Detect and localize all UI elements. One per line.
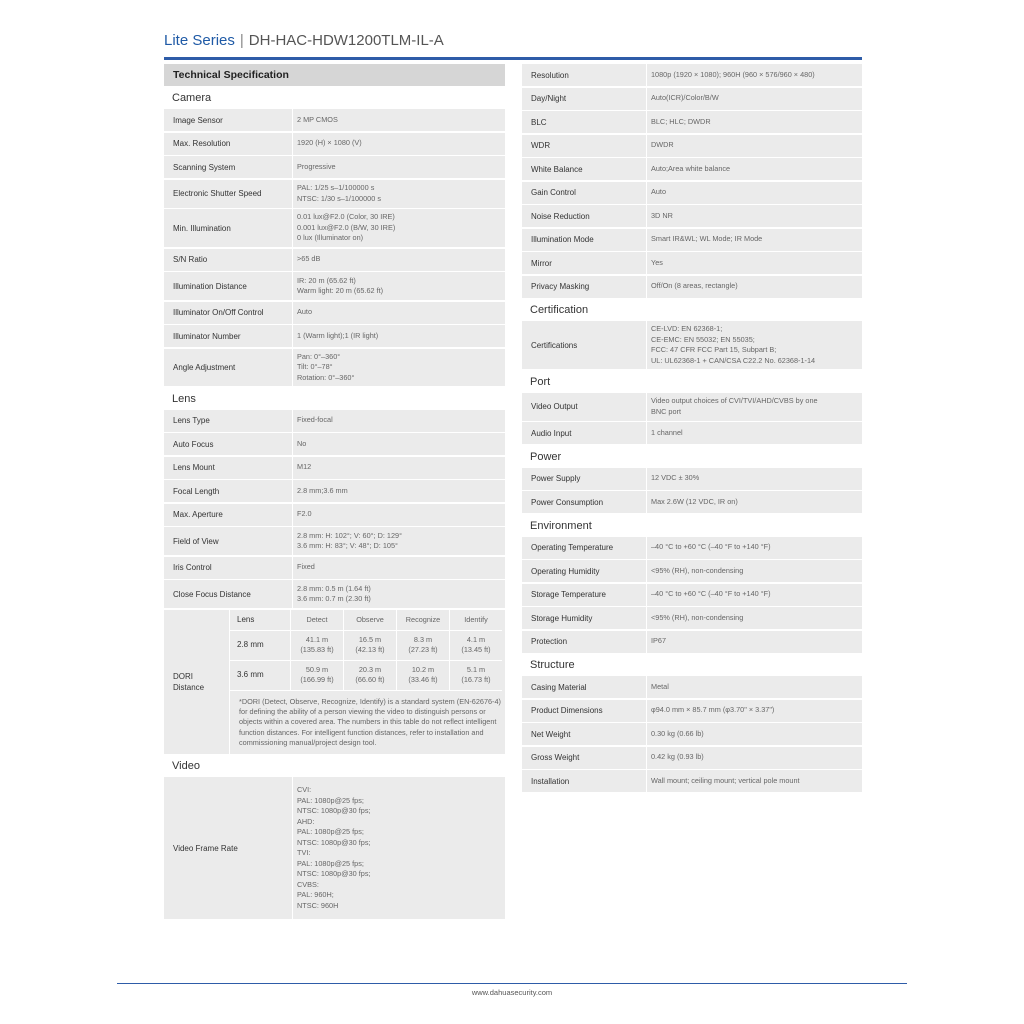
spec-value: <95% (RH), non-condensing [646, 607, 862, 629]
spec-label: WDR [531, 141, 551, 150]
spec-value: Yes [646, 252, 862, 274]
spec-row-mirror [522, 252, 862, 274]
spec-value: Max 2.6W (12 VDC, IR on) [646, 491, 862, 513]
spec-value: F2.0 [292, 504, 505, 526]
spec-row-close-focus-distance [164, 580, 505, 608]
spec-row-auto-focus [164, 433, 505, 455]
spec-row-certifications [522, 321, 862, 369]
spec-value: –40 °C to +60 °C (–40 °F to +140 °F) [646, 584, 862, 606]
spec-label: Video Output [531, 402, 578, 411]
section-certification: Certification [522, 299, 862, 321]
spec-value: Wall mount; ceiling mount; vertical pole mount [646, 770, 862, 792]
dori-value: 8.3 m (27.23 ft) [396, 631, 449, 661]
spec-label: Angle Adjustment [173, 362, 236, 372]
spec-value: Auto [646, 182, 862, 204]
spec-row-illuminator-on-off-control [164, 302, 505, 324]
spec-value: PAL: 1/25 s–1/100000 s NTSC: 1/30 s–1/100000 s [292, 180, 505, 208]
spec-row-lens-type [164, 410, 505, 432]
section-environment: Environment [522, 515, 862, 537]
spec-row-max-resolution [164, 133, 505, 155]
dori-body [230, 610, 505, 754]
dori-value: 10.2 m (33.46 ft) [396, 661, 449, 691]
spec-label: Image Sensor [173, 115, 223, 125]
spec-row-net-weight [522, 723, 862, 745]
spec-label: Illuminator On/Off Control [173, 308, 264, 317]
dori-header-observe: Observe [343, 610, 396, 631]
spec-row-illumination-mode [522, 229, 862, 251]
spec-label: Illumination Mode [531, 235, 594, 244]
spec-value: Video output choices of CVI/TVI/AHD/CVBS by one BNC port [646, 393, 862, 421]
spec-row-illumination-distance [164, 272, 505, 300]
footer-rule [117, 983, 907, 984]
spec-value: CVI: PAL: 1080p@25 fps; NTSC: 1080p@30 fps; AHD: PAL: 1080p@25 fps; NTSC: 1080p@30 fps; TVI: PAL: 1080p@25 fps; NTSC: 1080p@30 fps; CVBS: PAL: 960H; NTSC: 960H [292, 777, 505, 919]
document-header [164, 32, 444, 49]
spec-label: Lens Type [173, 416, 210, 425]
spec-row-gain-control [522, 182, 862, 204]
spec-row-privacy-masking [522, 276, 862, 298]
spec-value: IP67 [646, 631, 862, 653]
spec-value: M12 [292, 457, 505, 479]
spec-row-focal-length [164, 480, 505, 502]
spec-label: Storage Humidity [531, 613, 593, 623]
spec-value: Smart IR&WL; WL Mode; IR Mode [646, 229, 862, 251]
spec-value: Pan: 0°–360° Tilt: 0°–78° Rotation: 0°–360° [292, 349, 505, 387]
spec-row-min-illumination [164, 209, 505, 247]
spec-row-field-of-view [164, 527, 505, 555]
spec-value: Fixed [292, 557, 505, 579]
series-name: Lite Series [164, 32, 235, 49]
spec-label: Mirror [531, 258, 552, 268]
dori-note: *DORI (Detect, Observe, Recognize, Identify) is a standard system (EN-62676-4) for defining the ability of a person viewing the video to distinguish persons or objects within a covered area. The numbers in this table do not reflect intelligent function distances. For intelligent function distances, refer to installation and commissioning manual/project design tool. [239, 696, 501, 748]
spec-row-wdr [522, 135, 862, 157]
spec-label: Iris Control [173, 563, 212, 572]
spec-row-protection [522, 631, 862, 653]
spec-value: Fixed-focal [292, 410, 505, 432]
spec-row-scanning-system [164, 156, 505, 178]
spec-value: 1 channel [646, 422, 862, 444]
spec-row-day-night [522, 88, 862, 110]
spec-label: Illumination Distance [173, 281, 247, 291]
spec-row-storage-temperature [522, 584, 862, 606]
spec-value: DWDR [646, 135, 862, 157]
spec-value: 2 MP CMOS [292, 109, 505, 131]
spec-label: Protection [531, 637, 568, 646]
dori-value: 16.5 m (42.13 ft) [343, 631, 396, 661]
spec-value: Auto(ICR)/Color/B/W [646, 88, 862, 110]
spec-value: 0.42 kg (0.93 lb) [646, 747, 862, 769]
dori-label: DORI Distance [164, 610, 230, 754]
spec-row-white-balance [522, 158, 862, 180]
spec-label: Max. Resolution [173, 139, 231, 148]
dori-table [230, 610, 505, 691]
spec-row-max-aperture [164, 504, 505, 526]
spec-row-lens-mount [164, 457, 505, 479]
spec-label: Field of View [173, 536, 219, 546]
spec-label: Operating Temperature [531, 543, 614, 552]
spec-row-angle-adjustment [164, 349, 505, 387]
spec-row-installation [522, 770, 862, 792]
spec-value: –40 °C to +60 °C (–40 °F to +140 °F) [646, 537, 862, 559]
spec-value: 1080p (1920 × 1080); 960H (960 × 576/960 × 480) [646, 64, 862, 86]
spec-label: Power Consumption [531, 497, 604, 507]
spec-row-video-frame-rate [164, 777, 505, 919]
spec-row-electronic-shutter-speed [164, 180, 505, 208]
spec-label: Resolution [531, 70, 569, 80]
spec-row-power-consumption [522, 491, 862, 513]
spec-row-gross-weight [522, 747, 862, 769]
spec-value: Auto;Area white balance [646, 158, 862, 180]
spec-value: 1920 (H) × 1080 (V) [292, 133, 505, 155]
spec-row-operating-temperature [522, 537, 862, 559]
spec-value: >65 dB [292, 249, 505, 271]
spec-row-image-sensor [164, 109, 505, 131]
dori-value: 5.1 m (16.73 ft) [449, 661, 502, 691]
spec-label: S/N Ratio [173, 255, 208, 264]
spec-label: White Balance [531, 164, 583, 174]
dori-value: 4.1 m (13.45 ft) [449, 631, 502, 661]
spec-row-casing-material [522, 676, 862, 698]
dori-value: 20.3 m (66.60 ft) [343, 661, 396, 691]
spec-value: 12 VDC ± 30% [646, 468, 862, 490]
spec-label: Audio Input [531, 428, 572, 438]
spec-label: Casing Material [531, 682, 587, 692]
dori-value: 41.1 m (135.83 ft) [290, 631, 343, 661]
spec-label: Installation [531, 776, 570, 786]
spec-label: Net Weight [531, 729, 571, 739]
spec-value: Auto [292, 302, 505, 324]
spec-title: Technical Specification [164, 64, 505, 86]
section-video: Video [164, 755, 505, 777]
dori-lens-3-6-mm: 3.6 mm [230, 661, 290, 691]
spec-label: Storage Temperature [531, 590, 607, 599]
spec-row-illuminator-number [164, 325, 505, 347]
spec-value: IR: 20 m (65.62 ft) Warm light: 20 m (65.62 ft) [292, 272, 505, 300]
spec-label: Auto Focus [173, 439, 214, 449]
spec-value: No [292, 433, 505, 455]
header-separator: | [239, 32, 244, 49]
section-lens: Lens [164, 388, 505, 410]
spec-row-product-dimensions [522, 700, 862, 722]
spec-label: Gain Control [531, 188, 576, 197]
spec-label: Scanning System [173, 162, 236, 172]
spec-value: Progressive [292, 156, 505, 178]
spec-row-noise-reduction [522, 205, 862, 227]
section-camera: Camera [164, 87, 505, 109]
left-spec-column [164, 64, 505, 921]
footer-url: www.dahuasecurity.com [471, 988, 553, 997]
right-spec-column [522, 64, 862, 794]
dori-distance-block [164, 610, 505, 754]
spec-row-power-supply [522, 468, 862, 490]
spec-label: Electronic Shutter Speed [173, 189, 262, 198]
dori-header-recognize: Recognize [396, 610, 449, 631]
spec-label: Power Supply [531, 474, 581, 483]
spec-row-blc [522, 111, 862, 133]
spec-row-audio-input [522, 422, 862, 444]
spec-value: CE-LVD: EN 62368-1; CE-EMC: EN 55032; EN 55035; FCC: 47 CFR FCC Part 15, Subpart B; UL: UL62368-1 + CAN/CSA C22.2 No. 62368-1-14 [646, 321, 862, 369]
spec-row-s-n-ratio [164, 249, 505, 271]
header-rule [164, 57, 862, 60]
spec-value: 2.8 mm;3.6 mm [292, 480, 505, 502]
spec-label: Illuminator Number [173, 331, 241, 341]
spec-label: Min. Illumination [173, 223, 231, 233]
spec-value: φ94.0 mm × 85.7 mm (φ3.70" × 3.37") [646, 700, 862, 722]
section-power: Power [522, 446, 862, 468]
spec-label: Privacy Masking [531, 282, 590, 291]
spec-label: Gross Weight [531, 753, 580, 762]
spec-row-operating-humidity [522, 560, 862, 582]
dori-header-identify: Identify [449, 610, 502, 631]
spec-label: Day/Night [531, 94, 567, 103]
spec-label: Lens Mount [173, 463, 215, 472]
dori-value: 50.9 m (166.99 ft) [290, 661, 343, 691]
spec-label: Video Frame Rate [173, 843, 238, 853]
section-structure: Structure [522, 654, 862, 676]
spec-label: Max. Aperture [173, 510, 223, 519]
spec-row-storage-humidity [522, 607, 862, 629]
spec-label: Certifications [531, 340, 578, 350]
dori-header-detect: Detect [290, 610, 343, 631]
dori-header-lens: Lens [230, 610, 290, 631]
spec-value: 2.8 mm: H: 102°; V: 60°; D: 129° 3.6 mm: H: 83°; V: 48°; D: 105° [292, 527, 505, 555]
spec-value: 1 (Warm light);1 (IR light) [292, 325, 505, 347]
spec-row-video-output [522, 393, 862, 421]
spec-value: 2.8 mm: 0.5 m (1.64 ft) 3.6 mm: 0.7 m (2.30 ft) [292, 580, 505, 608]
spec-value: <95% (RH), non-condensing [646, 560, 862, 582]
spec-label: Noise Reduction [531, 211, 590, 221]
spec-value: 3D NR [646, 205, 862, 227]
spec-value: 0.30 kg (0.66 lb) [646, 723, 862, 745]
spec-value: Off/On (8 areas, rectangle) [646, 276, 862, 298]
model-number: DH-HAC-HDW1200TLM-IL-A [248, 32, 444, 49]
spec-value: Metal [646, 676, 862, 698]
spec-value: 0.01 lux@F2.0 (Color, 30 IRE) 0.001 lux@F2.0 (B/W, 30 IRE) 0 lux (Illuminator on) [292, 209, 505, 247]
spec-label: BLC [531, 117, 547, 127]
spec-label: Close Focus Distance [173, 589, 251, 599]
spec-value: BLC; HLC; DWDR [646, 111, 862, 133]
spec-label: Operating Humidity [531, 566, 600, 576]
spec-row-resolution [522, 64, 862, 86]
dori-lens-2-8-mm: 2.8 mm [230, 631, 290, 661]
spec-label: Product Dimensions [531, 706, 603, 715]
section-port: Port [522, 371, 862, 393]
spec-label: Focal Length [173, 486, 220, 496]
spec-row-iris-control [164, 557, 505, 579]
